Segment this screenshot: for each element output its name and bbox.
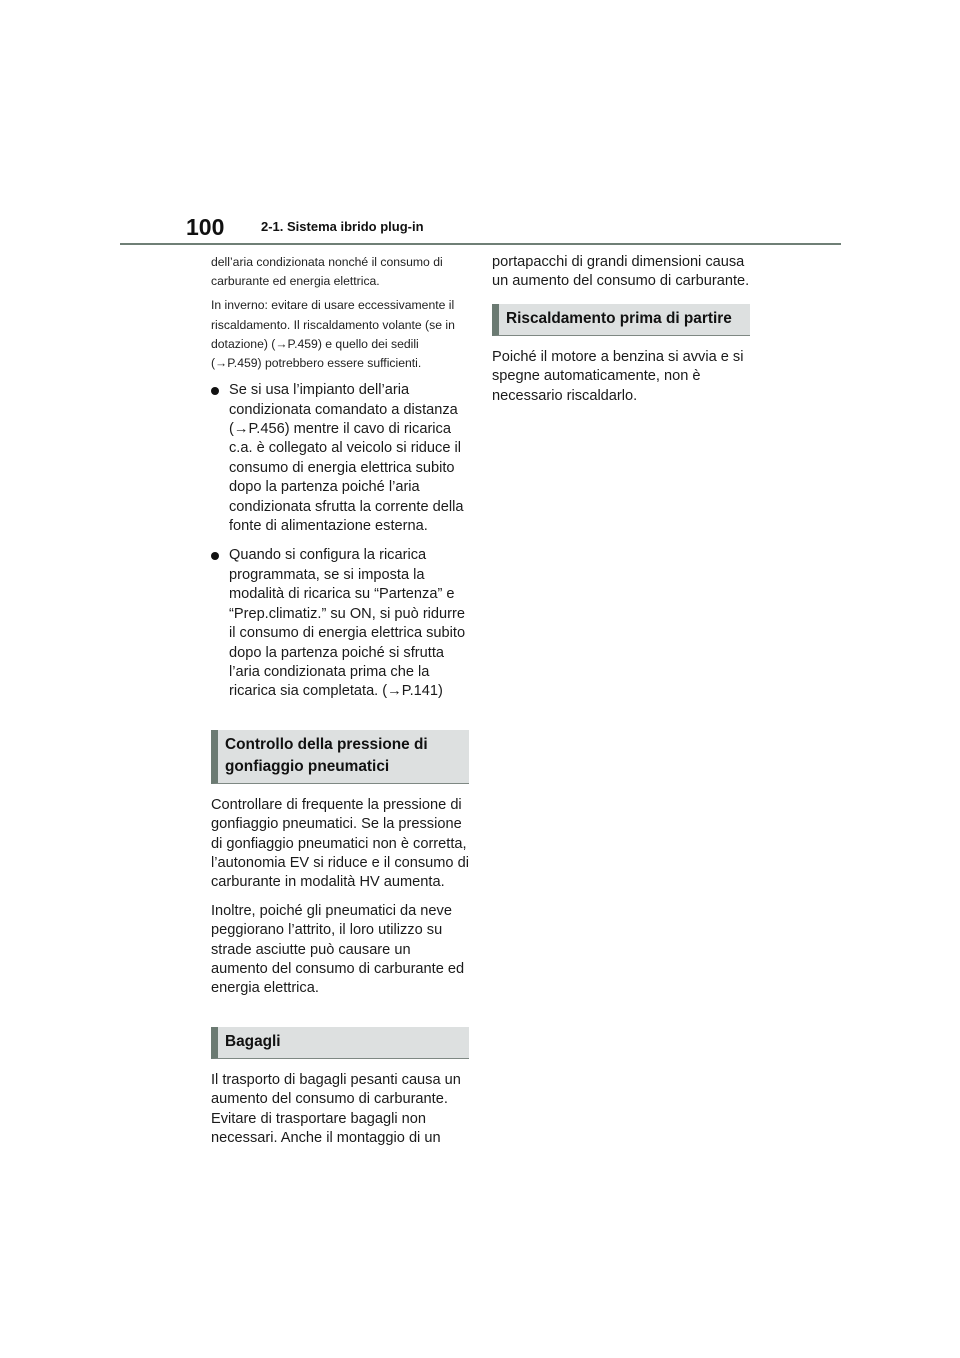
bullet-icon [211, 387, 219, 395]
body-paragraph: Controllare di frequente la pressione di gonfiaggio pneumatici. Se la pressione di gonfiaggio pneumatici non è corretta, l’autonomia EV si riduce e il consumo di carburante in modalità HV aumenta. [211, 796, 469, 891]
bullet-icon [211, 552, 219, 560]
page-number: 100 [186, 214, 225, 240]
bullet-item [211, 381, 469, 536]
right-column [492, 253, 750, 415]
left-column [211, 253, 469, 1157]
body-paragraph: portapacchi di grandi dimensioni causa un aumento del consumo di carburante. [492, 254, 750, 290]
section-heading: Bagagli [211, 1027, 469, 1059]
note-paragraph: In inverno: evitare di usare eccessivamente il riscaldamento. Il riscaldamento volante (se in dotazione) (→P.459) e quello dei sedili (→P.459) potrebbero essere sufficienti. [211, 298, 455, 371]
note-paragraph: dell’aria condizionata nonché il consumo di carburante ed energia elettrica. [211, 255, 443, 289]
body-paragraph: Il trasporto di bagagli pesanti causa un aumento del consumo di carburante. Evitare di trasportare bagagli non necessari. Anche il montaggio di un [211, 1071, 461, 1146]
bullet-text: Se si usa l’impianto dell’aria condizionata comandato a distanza (→P.456) mentre il cavo di ricarica c.a. è collegato al veicolo si riduce il consumo di energia elettrica subito dopo la partenza poiché l’aria condizionata sfrutta la corrente della fonte di alimentazione esterna. [229, 382, 464, 535]
section-heading: Controllo della pressione di gonfiaggio pneumatici [211, 730, 469, 784]
bullet-item [211, 546, 469, 701]
section-header: 2-1. Sistema ibrido plug-in [261, 219, 424, 234]
header-divider [120, 243, 841, 245]
body-paragraph: Inoltre, poiché gli pneumatici da neve peggiorano l’attrito, il loro utilizzo su strade asciutte può causare un aumento del consumo di carburante ed energia elettrica. [211, 902, 465, 997]
section-heading: Riscaldamento prima di partire [492, 304, 750, 336]
bullet-text: Quando si configura la ricarica programmata, se si imposta la modalità di ricarica su “Partenza” e “Prep.climatiz.” su ON, si può ridurre il consumo di energia elettrica subito dopo la partenza poiché si sfrutta l’aria condizionata prima che la ricarica sia completata. (→P.141) [229, 547, 466, 700]
body-paragraph: Poiché il motore a benzina si avvia e si spegne automaticamente, non è necessario riscaldarlo. [492, 348, 744, 404]
